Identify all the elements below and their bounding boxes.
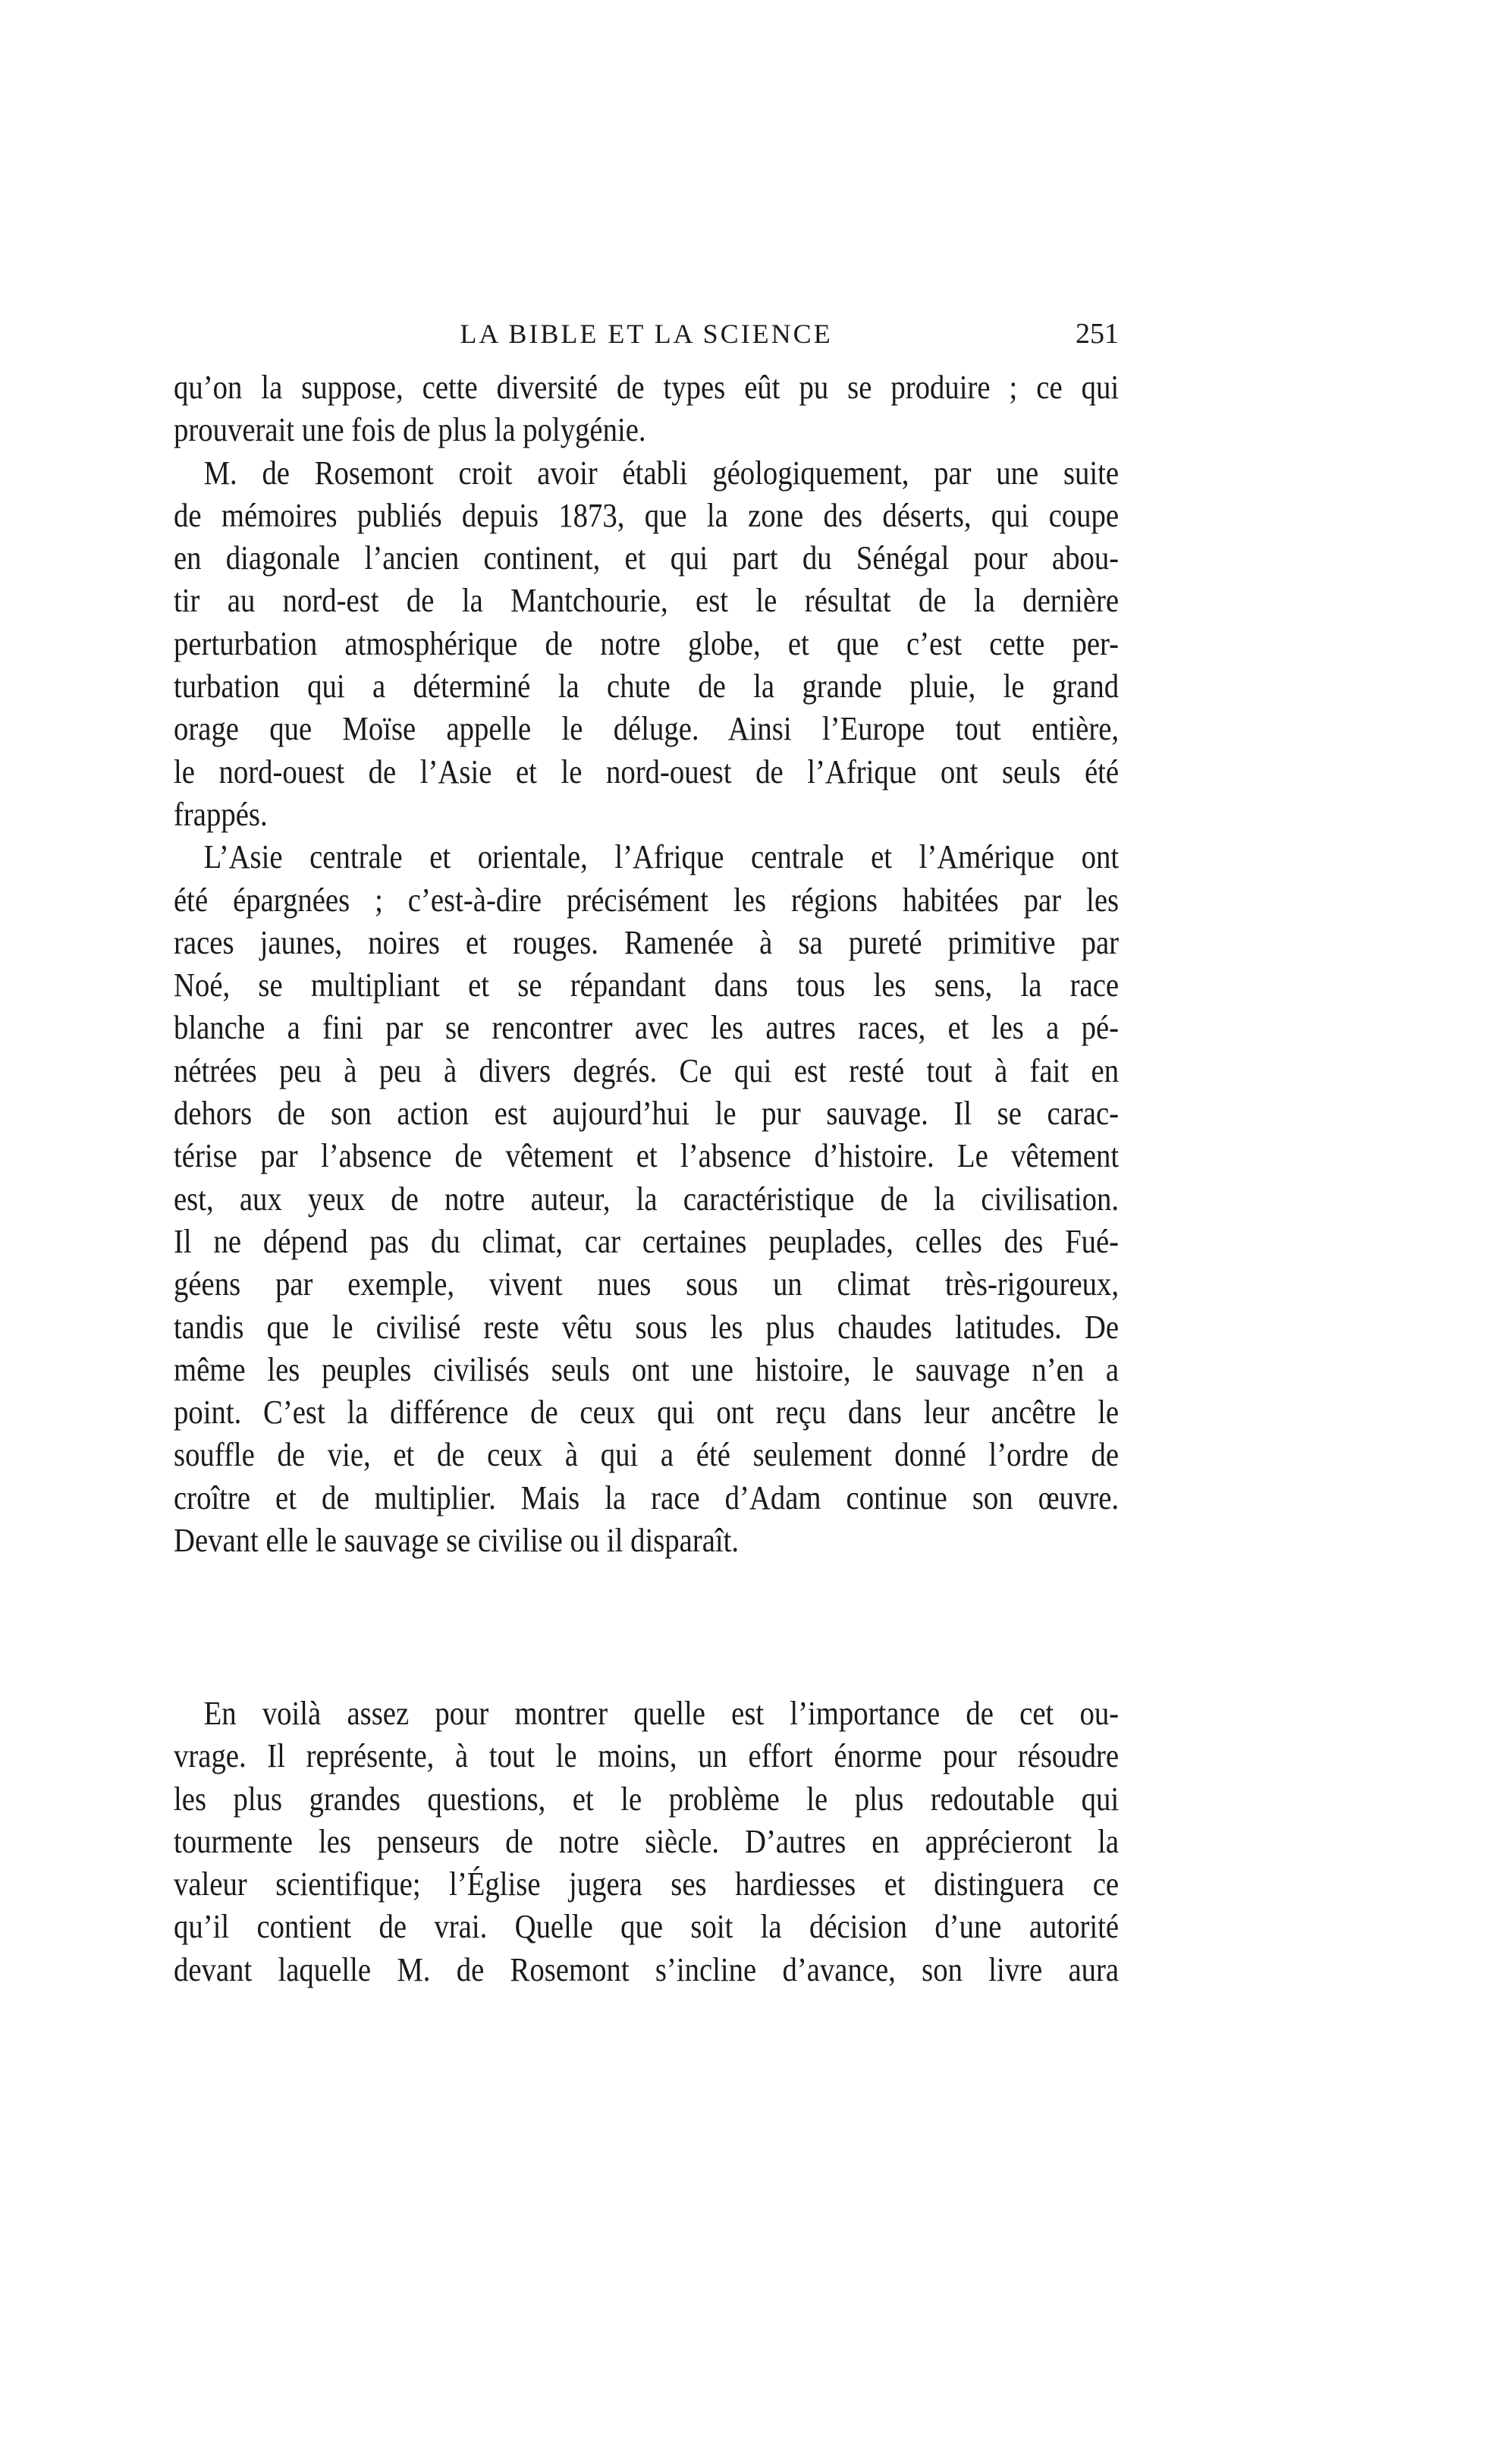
text-line: dehors de son action est aujourd’hui le pur sauvage. Il se carac-	[174, 1095, 1120, 1133]
paragraph	[174, 452, 1119, 837]
text-line: turbation qui a déterminé la chute de la grande pluie, le grand	[174, 668, 1120, 706]
text-line: prouverait une fois de plus la polygénie.	[174, 411, 646, 449]
text-line: tandis que le civilisé reste vêtu sous les plus chaudes latitudes. De	[174, 1308, 1120, 1346]
text-line: tir au nord-est de la Mantchourie, est le résultat de la dernière	[174, 582, 1120, 620]
text-line: été épargnées ; c’est-à-dire précisément les régions habitées par les	[174, 881, 1120, 919]
text-line: devant laquelle M. de Rosemont s’incline d’avance, son livre aura	[174, 1950, 1120, 1988]
text-line: M. de Rosemont croit avoir établi géologiquement, par une suite	[203, 454, 1120, 492]
running-title: LA BIBLE ET LA SCIENCE	[460, 319, 833, 349]
text-line: perturbation atmosphérique de notre globe, et que c’est cette per-	[174, 624, 1120, 662]
page-number: 251	[1076, 318, 1119, 350]
text-block-conclusion	[174, 1692, 1119, 1991]
paragraph	[174, 836, 1119, 1562]
text-line: en diagonale l’ancien continent, et qui part du Sénégal pour abou-	[174, 539, 1120, 577]
text-line: géens par exemple, vivent nues sous un climat très-rigoureux,	[174, 1265, 1120, 1303]
text-line: valeur scientifique; l’Église jugera ses hardiesses et distinguera ce	[174, 1865, 1120, 1903]
text-line: vrage. Il représente, à tout le moins, un effort énorme pour résoudre	[174, 1737, 1120, 1775]
text-line: qu’il contient de vrai. Quelle que soit la décision d’une autorité	[174, 1908, 1120, 1946]
text-line: qu’on la suppose, cette diversité de types eût pu se produire ; ce qui	[174, 369, 1120, 406]
text-line: Il ne dépend pas du climat, car certaines peuplades, celles des Fué-	[174, 1222, 1120, 1260]
text-line: Devant elle le sauvage se civilise ou il disparaît.	[174, 1522, 740, 1560]
paragraph	[174, 366, 1119, 452]
text-line: de mémoires publiés depuis 1873, que la zone des déserts, qui coupe	[174, 496, 1120, 534]
page-header	[174, 313, 1119, 355]
text-line: même les peuples civilisés seuls ont une histoire, le sauvage n’en a	[174, 1350, 1120, 1388]
text-line: En voilà assez pour montrer quelle est l’importance de cet ou-	[203, 1695, 1120, 1732]
text-line: les plus grandes questions, et le problème le plus redoutable qui	[174, 1780, 1120, 1818]
text-line: orage que Moïse appelle le déluge. Ainsi l’Europe tout entière,	[174, 710, 1120, 748]
text-line: L’Asie centrale et orientale, l’Afrique centrale et l’Amérique ont	[203, 838, 1120, 876]
text-line: frappés.	[174, 795, 268, 833]
text-line: tourmente les penseurs de notre siècle. D’autres en apprécieront la	[174, 1822, 1120, 1860]
text-line: croître et de multiplier. Mais la race d’Adam continue son œuvre.	[174, 1479, 1120, 1516]
paragraph	[174, 1692, 1119, 1991]
text-line: le nord-ouest de l’Asie et le nord-ouest de l’Afrique ont seuls été	[174, 753, 1120, 790]
text-line: Noé, se multipliant et se répandant dans tous les sens, la race	[174, 966, 1120, 1004]
text-line: est, aux yeux de notre auteur, la caractéristique de la civilisation.	[174, 1180, 1120, 1218]
text-block-main	[174, 366, 1119, 1562]
text-line: races jaunes, noires et rouges. Ramenée à sa pureté primitive par	[174, 923, 1120, 961]
text-line: point. C’est la différence de ceux qui ont reçu dans leur ancêtre le	[174, 1394, 1120, 1432]
text-line: nétrées peu à peu à divers degrés. Ce qui est resté tout à fait en	[174, 1051, 1120, 1089]
text-line: térise par l’absence de vêtement et l’absence d’histoire. Le vêtement	[174, 1137, 1120, 1175]
text-line: blanche a fini par se rencontrer avec les autres races, et les a pé-	[174, 1009, 1120, 1047]
text-line: souffle de vie, et de ceux à qui a été seulement donné l’ordre de	[174, 1436, 1120, 1474]
